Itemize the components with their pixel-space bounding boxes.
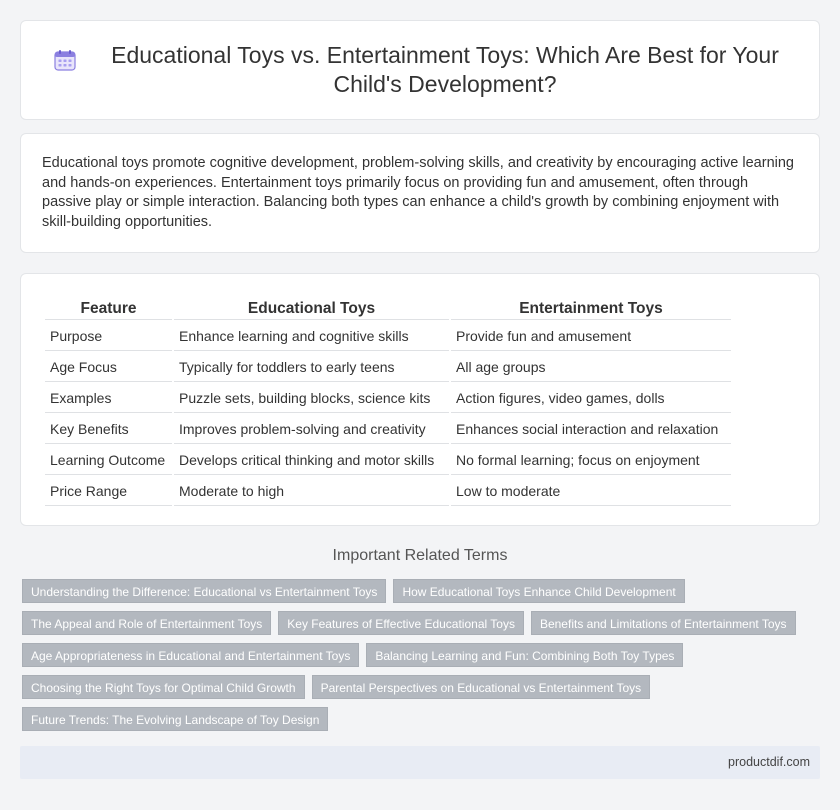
header-educational: Educational Toys [174,298,449,320]
row-feature: Age Focus [45,353,172,382]
table-row [45,415,731,444]
related-terms-list [22,579,802,731]
table-header-row [45,298,731,320]
related-terms-heading: Important Related Terms [332,547,508,564]
related-term-link[interactable]: How Educational Toys Enhance Child Development [393,579,684,603]
related-term-link[interactable]: Benefits and Limitations of Entertainment Toys [531,611,796,635]
header-entertainment: Entertainment Toys [451,298,731,320]
row-educational: Enhance learning and cognitive skills [174,322,449,351]
intro-paragraph: Educational toys promote cognitive development, problem-solving skills, and creativity by encouraging active learning and hands-on experiences. Entertainment toys primarily focus on providing fun and amusement, often through passive play or simple interaction. Balancing both types can enhance a child's growth by combining enjoyment with skill-building opportunities. [42,155,794,230]
site-name[interactable]: productdif.com [728,755,810,769]
row-entertainment: Provide fun and amusement [451,322,731,351]
related-term-link[interactable]: Future Trends: The Evolving Landscape of Toy Design [22,707,328,731]
table-row [45,353,731,382]
row-educational: Moderate to high [174,477,449,506]
row-feature: Price Range [45,477,172,506]
row-entertainment: Low to moderate [451,477,731,506]
footer-bar [20,746,820,779]
row-educational: Puzzle sets, building blocks, science kits [174,384,449,413]
row-educational: Typically for toddlers to early teens [174,353,449,382]
related-term-link[interactable]: Age Appropriateness in Educational and Entertainment Toys [22,643,359,667]
intro-card [20,133,820,253]
table-row [45,384,731,413]
page-title: Educational Toys vs. Entertainment Toys: Which Are Best for Your Child's Development? [111,42,779,97]
related-term-link[interactable]: Parental Perspectives on Educational vs Entertainment Toys [312,675,651,699]
comparison-card [20,273,820,526]
row-entertainment: Action figures, video games, dolls [451,384,731,413]
table-row [45,322,731,351]
row-entertainment: Enhances social interaction and relaxation [451,415,731,444]
row-feature: Examples [45,384,172,413]
table-row [45,477,731,506]
row-entertainment: No formal learning; focus on enjoyment [451,446,731,475]
comparison-table [43,296,733,508]
header-feature: Feature [45,298,172,320]
row-feature: Learning Outcome [45,446,172,475]
row-entertainment: All age groups [451,353,731,382]
related-term-link[interactable]: The Appeal and Role of Entertainment Toys [22,611,271,635]
related-term-link[interactable]: Key Features of Effective Educational Toys [278,611,524,635]
related-term-link[interactable]: Choosing the Right Toys for Optimal Child Growth [22,675,305,699]
header-card [20,20,820,120]
table-row [45,446,731,475]
row-educational: Improves problem-solving and creativity [174,415,449,444]
related-term-link[interactable]: Understanding the Difference: Educational vs Entertainment Toys [22,579,386,603]
row-feature: Purpose [45,322,172,351]
row-feature: Key Benefits [45,415,172,444]
related-term-link[interactable]: Balancing Learning and Fun: Combining Both Toy Types [366,643,683,667]
row-educational: Develops critical thinking and motor skills [174,446,449,475]
